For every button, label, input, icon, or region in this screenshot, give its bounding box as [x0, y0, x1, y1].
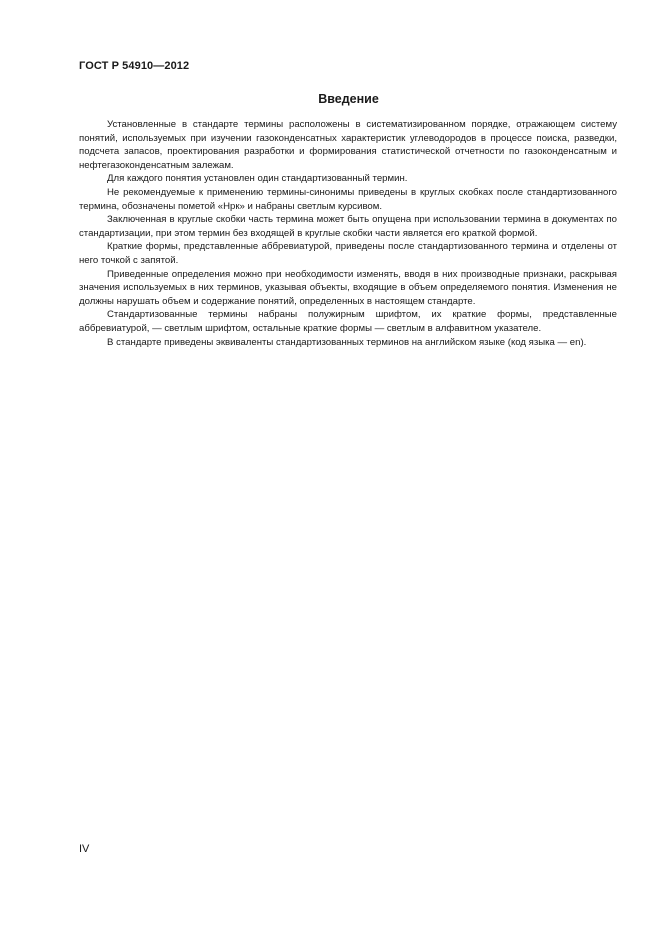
introduction-body [79, 118, 617, 349]
paragraph: Для каждого понятия установлен один стандартизованный термин. [107, 173, 408, 185]
paragraph: Приведенные определения можно при необходимости изменять, вводя в них производные признаки, раскрывая значения используемых в них терминов, указывая объекты, входящие в объем определяемого понятия. Изменения не должны нарушать объем и содержание понятий, определенных в настоящем стандарте. [79, 268, 617, 307]
paragraph: В стандарте приведены эквиваленты стандартизованных терминов на английском языке (код языка — en). [107, 336, 587, 348]
paragraph: Установленные в стандарте термины расположены в систематизированном порядке, отражающем систему понятий, используемых при изучении газоконденсатных характеристик углеводородов в процессе поиска, разведки, подсчета запасов, проектирования разработки и формирования статистической отчетности по газоконденсатным и нефтегазоконденсатным залежам. [79, 119, 617, 171]
page-number: IV [79, 843, 90, 855]
standard-id-header: ГОСТ Р 54910—2012 [79, 60, 190, 72]
paragraph: Заключенная в круглые скобки часть термина может быть опущена при использовании термина в документах по стандартизации, при этом термин без входящей в круглые скобки части является его краткой формой. [79, 214, 617, 239]
paragraph: Не рекомендуемые к применению термины-синонимы приведены в круглых скобках после стандартизованного термина, обозначены пометой «Нрк» и набраны светлым курсивом. [79, 186, 617, 212]
paragraph: Краткие формы, представленные аббревиатурой, приведены после стандартизованного термина и отделены от него точкой с запятой. [79, 241, 617, 266]
paragraph: Стандартизованные термины набраны полужирным шрифтом, их краткие формы, представленные аббревиатурой, — светлым шрифтом, остальные краткие формы — светлым в алфавитном указателе. [79, 309, 617, 334]
section-title: Введение [318, 92, 379, 106]
